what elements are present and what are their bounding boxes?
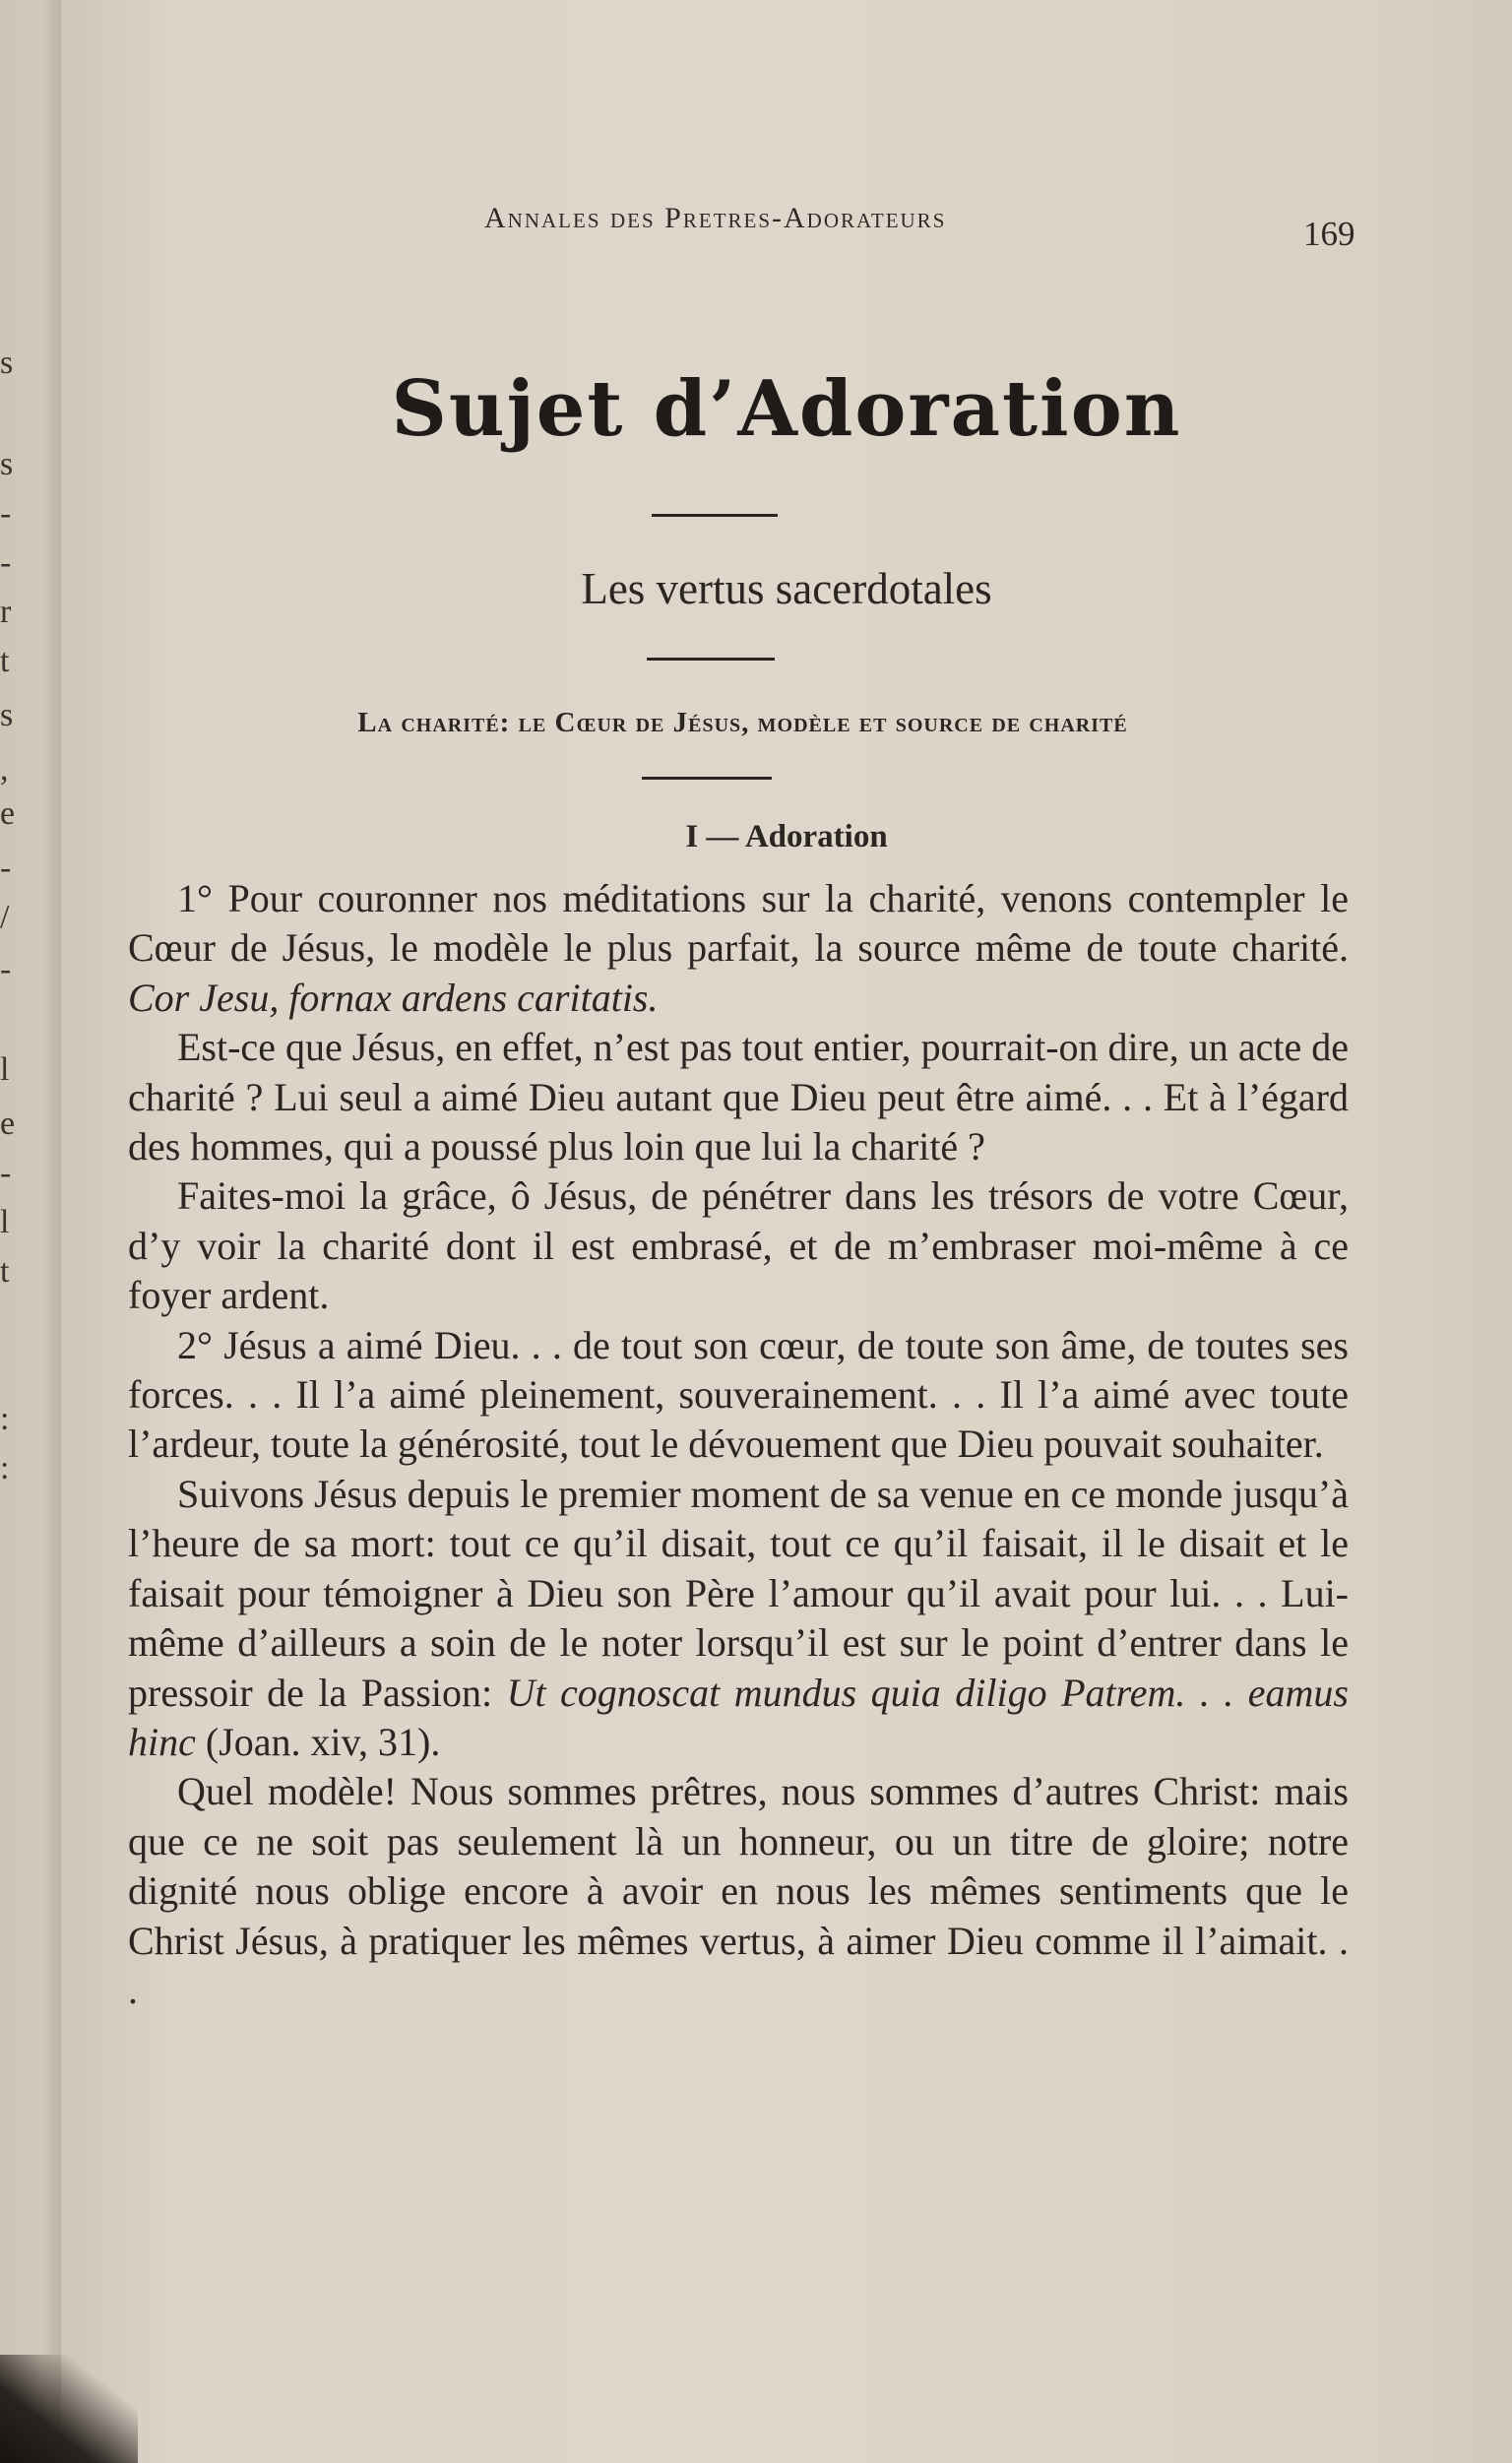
- section-divider: [642, 777, 772, 780]
- paragraph: 1° Pour couronner nos méditations sur la charité, venons contempler le Cœur de Jésus, le modèle le plus parfait, la source même de toute charité. Cor Jesu, fornax ardens caritatis.: [128, 876, 1349, 1020]
- margin-fragment: l: [0, 1204, 10, 1240]
- paragraph: Est-ce que Jésus, en effet, n’est pas tout entier, pourrait-on dire, un acte de charité ? Lui seul a aimé Dieu autant que Dieu peut être aimé. . . Et à l’égard des hommes, qui a poussé plus loin que lui la charité ?: [128, 1025, 1349, 1169]
- margin-fragment: r: [0, 594, 12, 630]
- paragraph: Quel modèle! Nous sommes prêtres, nous sommes d’autres Christ: mais que ce ne soit pas seulement là un honneur, ou un titre de gloire; notre dignité nous oblige encore à avoir en nous les mêmes sentiments que le Christ Jésus, à pratiquer les mêmes vertus, à aimer Dieu comme il l’aimait. . .: [128, 1769, 1349, 2012]
- book-page: [61, 0, 1512, 2463]
- margin-fragment: ,: [0, 751, 9, 788]
- margin-fragment: l: [0, 1051, 10, 1088]
- margin-fragment: e: [0, 1105, 16, 1142]
- running-header: Annales des Pretres-Adorateurs: [484, 202, 947, 234]
- margin-fragment: -: [0, 951, 12, 987]
- paragraph: Faites-moi la grâce, ô Jésus, de pénétrer dans les trésors de votre Cœur, d’y voir la charité dont il est embrasé, et de m’embraser moi-même à ce foyer ardent.: [128, 1173, 1349, 1318]
- margin-fragment: -: [0, 850, 12, 886]
- paragraph: Suivons Jésus depuis le premier moment de sa venue en ce monde jusqu’à l’heure de sa mort: tout ce qu’il disait, tout ce qu’il faisait, il le disait et le faisait pour témoigner à Dieu son Père l’amour qu’il avait pour lui. . . Lui-même d’ailleurs a soin de le noter lorsqu’il est sur le point d’entrer dans le pressoir de la Passion: Ut cognoscat mundus quia diligo Patrem. . . eamus hinc (Joan. xiv, 31).: [128, 1471, 1349, 1764]
- scan-edge: [0, 0, 61, 2463]
- margin-fragment: s: [0, 345, 14, 381]
- margin-fragment: e: [0, 795, 16, 832]
- subtitle-divider: [647, 658, 775, 661]
- margin-fragment: s: [0, 446, 14, 482]
- part-heading: I — Adoration: [685, 819, 888, 854]
- subtitle: Les vertus sacerdotales: [581, 564, 992, 613]
- margin-fragment: -: [0, 495, 12, 532]
- scan-shadow: [0, 2355, 138, 2463]
- section-heading: La charité: le Cœur de Jésus, modèle et source de charité: [357, 707, 1128, 738]
- page-title: Sujet d’Adoration: [391, 364, 1182, 454]
- margin-fragment: /: [0, 899, 10, 935]
- body-text: [128, 874, 1349, 2015]
- title-divider: [652, 514, 778, 517]
- margin-fragment: :: [0, 1401, 10, 1437]
- page-number: 169: [1303, 215, 1355, 253]
- margin-fragment: :: [0, 1450, 10, 1486]
- paragraph: 2° Jésus a aimé Dieu. . . de tout son cœur, de toute son âme, de toutes ses forces. . . Il l’a aimé pleinement, souverainement. . . Il l’a aimé avec toute l’ardeur, toute la générosité, tout le dévouement que Dieu pouvait souhaiter.: [128, 1322, 1349, 1467]
- margin-fragment: -: [0, 544, 12, 581]
- margin-fragment: t: [0, 643, 10, 679]
- margin-fragment: s: [0, 697, 14, 733]
- margin-fragment: t: [0, 1253, 10, 1290]
- margin-fragment: -: [0, 1155, 12, 1191]
